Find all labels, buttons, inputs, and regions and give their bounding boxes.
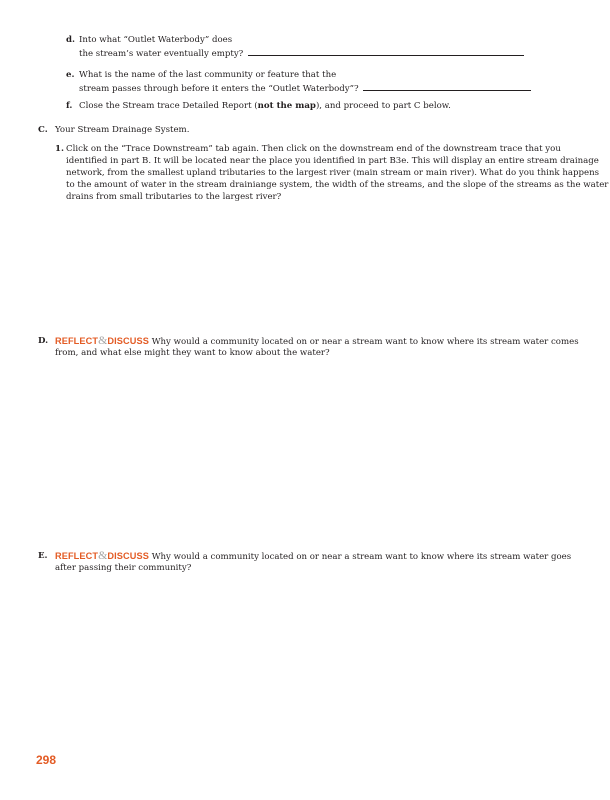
part-c-item1-line3: network, from the smallest upland tributaries to the largest river (main stream or main river). What do you think happens [66, 168, 600, 178]
part-c-item1-line4: to the amount of water in the stream drainiange system, the width of the streams, and the slope of the streams as the water [66, 180, 609, 190]
answer-area-e[interactable] [55, 578, 555, 738]
part-e-label: E. [38, 551, 48, 561]
question-d-text: the stream’s water eventually empty? [79, 49, 244, 59]
ampersand-glyph: & [98, 548, 108, 562]
answer-line-d[interactable] [248, 47, 524, 56]
part-e-line2: after passing their community? [55, 563, 192, 573]
answer-area-d[interactable] [55, 362, 555, 542]
question-f-text [79, 100, 451, 112]
part-c-item1-label: 1. [55, 144, 64, 154]
reflect-label: REFLECT [55, 551, 99, 561]
question-d-label: d. [66, 35, 76, 45]
part-d-line2: from, and what else might they want to know about the water? [55, 348, 330, 358]
part-d-label: D. [38, 336, 49, 346]
question-f-bold: not the map [257, 101, 316, 111]
question-e-text: stream passes through before it enters the “Outlet Waterbody”? [79, 84, 359, 94]
part-c-item1-line5: drains from small tributaries to the largest river? [66, 192, 282, 202]
question-e-label: e. [66, 70, 75, 80]
part-c-label: C. [38, 125, 48, 135]
question-f-text-after: ), and proceed to part C below. [315, 101, 451, 111]
question-e-line2 [79, 82, 531, 95]
question-e-line1: What is the name of the last community or feature that the [79, 70, 337, 80]
answer-line-e[interactable] [363, 82, 531, 91]
part-d-question: Why would a community located on or near a stream want to know where its stream water comes [151, 337, 579, 347]
discuss-label: DISCUSS [107, 551, 149, 561]
part-c-item1-line2: identified in part B. It will be located near the place you identified in part B3e. This will display an entire stream drainage [66, 156, 599, 166]
part-c-title: Your Stream Drainage System. [55, 125, 190, 135]
page-number: 298 [36, 753, 57, 767]
reflect-label: REFLECT [55, 336, 99, 346]
question-d-line2 [79, 47, 524, 60]
ampersand-glyph: & [98, 333, 108, 347]
discuss-label: DISCUSS [107, 336, 149, 346]
question-f-label: f. [66, 101, 73, 111]
answer-area-c[interactable] [55, 205, 555, 330]
part-c-item1-line1: Click on the “Trace Downstream” tab again. Then click on the downstream end of the downstream trace that you [66, 144, 561, 154]
part-e-question: Why would a community located on or near a stream want to know where its stream water goes [151, 552, 572, 562]
question-f-text-before: Close the Stream trace Detailed Report ( [79, 101, 258, 111]
question-d-line1: Into what “Outlet Waterbody” does [79, 35, 233, 45]
